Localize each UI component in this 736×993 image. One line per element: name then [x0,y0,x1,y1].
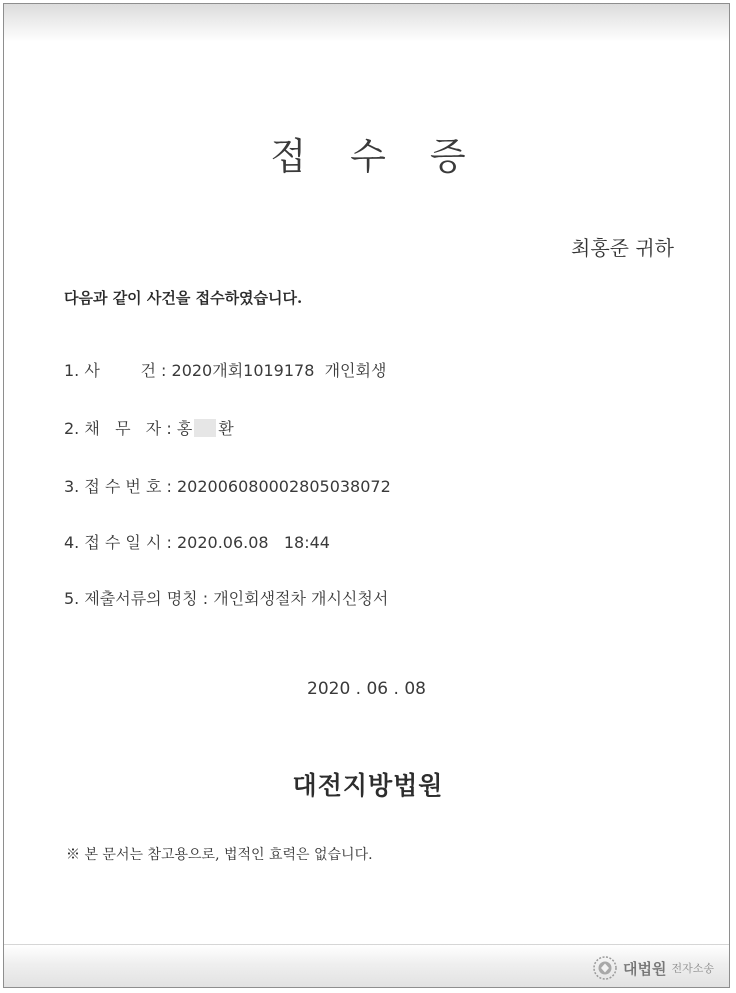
item-debtor [64,416,234,439]
footer-brand [592,955,714,981]
item-value: 202006080002805038072 [177,477,391,496]
legal-notice: ※ 본 문서는 참고용으로, 법적인 효력은 없습니다. [66,847,373,863]
item-label: 5. 제출서류의 명칭 : [64,589,214,608]
recipient-name: 최홍준 귀하 [571,236,674,260]
item-receipt-number [64,474,391,497]
brand-subtitle: 전자소송 [671,962,714,975]
intro-text: 다음과 같이 사건을 접수하였습니다. [64,289,303,307]
item-value: 2020개회1019178 개인회생 [171,361,387,380]
debtor-name-last: 환 [218,419,234,438]
item-case [64,358,386,381]
item-label: 2. 채 무 자 : [64,419,177,438]
issue-date: 2020 . 06 . 08 [307,679,426,699]
debtor-name-first: 홍 [176,419,193,438]
item-value: 개인회생절차 개시신청서 [213,589,389,608]
item-label: 3. 접 수 번 호 : [64,477,177,496]
item-label: 4. 접 수 일 시 : [64,533,177,552]
item-value: 2020.06.08 18:44 [177,533,330,552]
item-label: 1. 사 건 : [64,361,172,380]
redaction-box [194,419,216,437]
document-title: 접수증 [270,135,510,178]
header-band [4,4,729,42]
court-emblem-icon [592,955,618,981]
item-document-name [64,586,388,609]
court-name: 대전지방법원 [292,771,444,800]
item-receipt-datetime [64,530,330,553]
brand-name: 대법원 [623,959,667,978]
